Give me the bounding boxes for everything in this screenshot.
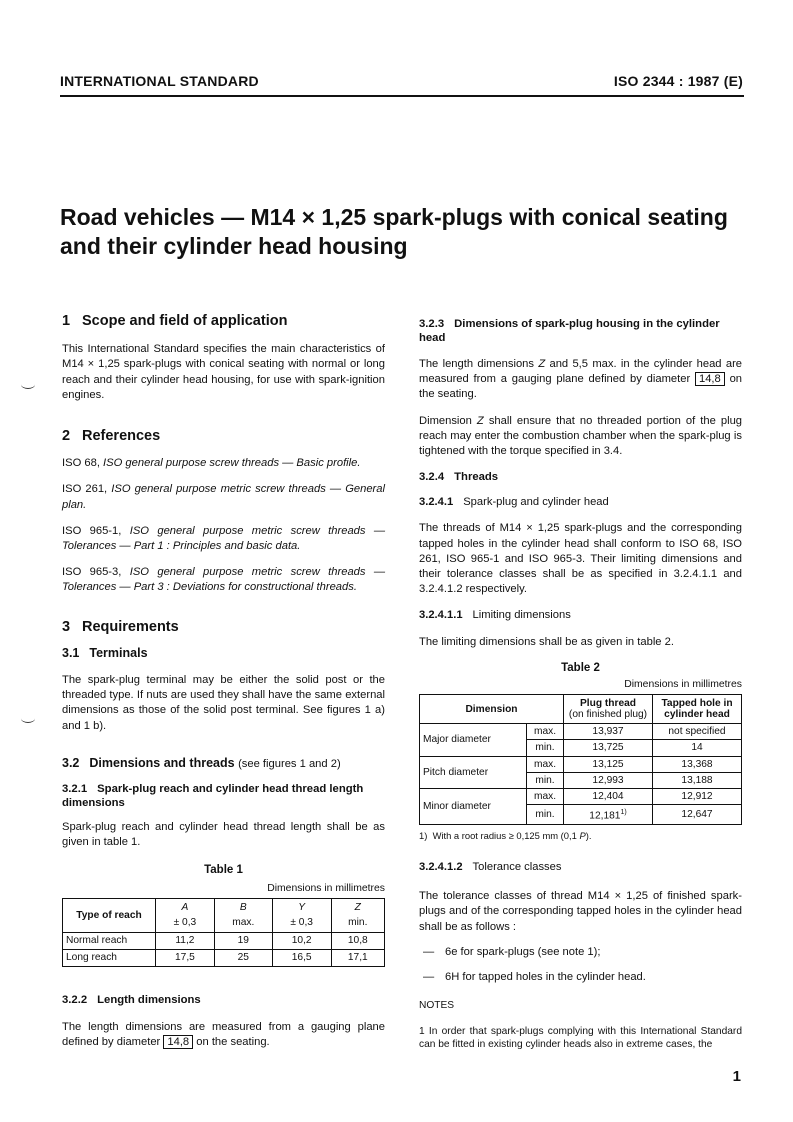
table-2-header-hole: Tapped hole in cylinder head xyxy=(653,695,742,724)
section-3-1-heading: 3.1 Terminals xyxy=(62,645,148,660)
section-3-2-2-heading: 3.2.2 Length dimensions xyxy=(62,993,201,1006)
section-3-2-4-1-1-body: The limiting dimensions shall be as given in table 2. xyxy=(419,635,674,648)
reference-item: ISO 261, ISO general purpose metric screw threads — General plan. xyxy=(62,483,385,511)
section-3-heading: 3 Requirements xyxy=(62,618,179,635)
page-number: 1 xyxy=(732,1068,741,1085)
table-1-header-y: Y ± 0,3 xyxy=(272,898,331,932)
table-row: min. 12,181$^{1)}$ 12,647 xyxy=(420,805,742,825)
section-1-body: This International Standard specifies the main characteristics of M14 × 1,25 spark-plugs with conical seating with normal or long reach and their cylinder head housing, for use with spark-ignition engines. xyxy=(62,343,385,401)
section-3-2-1-body: Spark-plug reach and cylinder head thread length shall be as given in table 1. xyxy=(62,821,385,849)
section-3-2-heading: 3.2 Dimensions and threads (see figures 1 and 2) xyxy=(62,755,341,770)
table-2-header-plug: Plug thread (on finished plug) xyxy=(564,695,653,724)
table-row: Long reach 17,5 25 16,5 17,1 xyxy=(63,949,385,966)
table-1-units: Dimensions in millimetres xyxy=(267,882,385,894)
table-row: Normal reach 11,2 19 10,2 10,8 xyxy=(63,932,385,949)
table-row: Minor diameter max. 12,404 12,912 xyxy=(420,789,742,805)
table-row: min. 12,993 13,188 xyxy=(420,772,742,788)
margin-change-mark xyxy=(21,714,35,723)
reference-item: ISO 68, ISO general purpose screw threads — Basic profile. xyxy=(62,457,361,470)
header-standard-label: INTERNATIONAL STANDARD xyxy=(60,73,259,89)
table-1-header-type: Type of reach xyxy=(63,898,156,932)
reference-item: ISO 965-3, ISO general purpose metric screw threads — Tolerances — Part 3 : Deviations for constructional threads. xyxy=(62,566,386,594)
list-item: — 6e for spark-plugs (see note 1); xyxy=(423,945,601,958)
section-3-2-3-body-1: The length dimensions Z and 5,5 max. in the cylinder head are measured from a gauging plane defined by diameter 14,8 on the seating. xyxy=(419,358,743,401)
section-3-2-3-heading: 3.2.3 Dimensions of spark-plug housing in the cylinder head xyxy=(419,318,720,344)
table-row: min. 13,725 14 xyxy=(420,740,742,756)
margin-change-mark xyxy=(21,380,35,389)
left-column xyxy=(62,314,385,1050)
section-3-2-4-1-body: The threads of M14 × 1,25 spark-plugs and the corresponding tapped holes in the cylinder head shall conform to ISO 68, ISO 261, ISO 965-1 and ISO 965-3. Their limiting dimensions and their tolerance classes shall be as specified in 3.2.4.1.1 and 3.2.4.1.2 respectively. xyxy=(419,522,742,596)
table-row: Pitch diameter max. 13,125 13,368 xyxy=(420,756,742,772)
table-row: Major diameter max. 13,937 not specified xyxy=(420,724,742,740)
document-title: Road vehicles — M14 × 1,25 spark-plugs with conical seating and their cylinder head housing xyxy=(60,204,728,259)
table-2 xyxy=(419,694,742,825)
section-3-2-1-heading: 3.2.1 Spark-plug reach and cylinder head thread length dimensions xyxy=(62,783,364,810)
header-document-id: ISO 2344 : 1987 (E) xyxy=(613,73,743,89)
section-3-2-4-1-2-heading: 3.2.4.1.2 Tolerance classes xyxy=(419,861,562,874)
section-3-2-2-body: The length dimensions are measured from a gauging plane defined by diameter 14,8 on the seating. xyxy=(62,1020,385,1049)
table-2-caption: Table 2 xyxy=(561,661,600,674)
reference-item: ISO 965-1, ISO general purpose metric screw threads — Tolerances — Part 1 : Principles and basic data. xyxy=(62,524,386,553)
header-rule xyxy=(60,95,744,97)
notes-heading: NOTES xyxy=(419,1000,455,1012)
section-3-1-body: The spark-plug terminal may be either the solid post or the threaded type. If nuts are used they shall have the same external dimensions as those of the solid post terminal. See figures 1 a) and 1 b). xyxy=(62,674,385,732)
table-1 xyxy=(62,898,385,967)
table-1-header-b: B max. xyxy=(214,898,272,932)
table-1-caption: Table 1 xyxy=(204,864,243,877)
table-1-header-a: A ± 0,3 xyxy=(156,898,215,932)
table-2-header-dimension: Dimension xyxy=(420,695,564,724)
list-item: — 6H for tapped holes in the cylinder head. xyxy=(423,971,646,984)
table-2-footnote: 1) With a root radius ≥ 0,125 mm (0,1 P). xyxy=(419,829,592,841)
section-1-heading: 1 Scope and field of application xyxy=(62,313,288,329)
section-2-heading: 2 References xyxy=(62,428,161,445)
right-column xyxy=(419,317,742,1052)
section-3-2-4-1-2-body: The tolerance classes of thread M14 × 1,25 of finished spark-plugs and of the corresponding tapped holes in the cylinder head shall be as follows : xyxy=(419,890,742,933)
section-3-2-4-1-heading: 3.2.4.1 Spark-plug and cylinder head xyxy=(419,496,609,509)
section-3-2-4-1-1-heading: 3.2.4.1.1 Limiting dimensions xyxy=(419,609,571,622)
note-1: 1 In order that spark-plugs complying with this International Standard can be fitted in existing cylinder heads also in extreme cases, the xyxy=(419,1025,742,1051)
section-3-2-4-heading: 3.2.4 Threads xyxy=(419,471,499,484)
table-2-units: Dimensions in millimetres xyxy=(624,679,742,691)
table-1-header-z: Z min. xyxy=(331,898,384,932)
section-3-2-3-body-2: Dimension Z shall ensure that no threaded portion of the plug reach may enter the combustion chamber when the spark-plug is tightened with the torque specified in 3.4. xyxy=(419,414,743,458)
